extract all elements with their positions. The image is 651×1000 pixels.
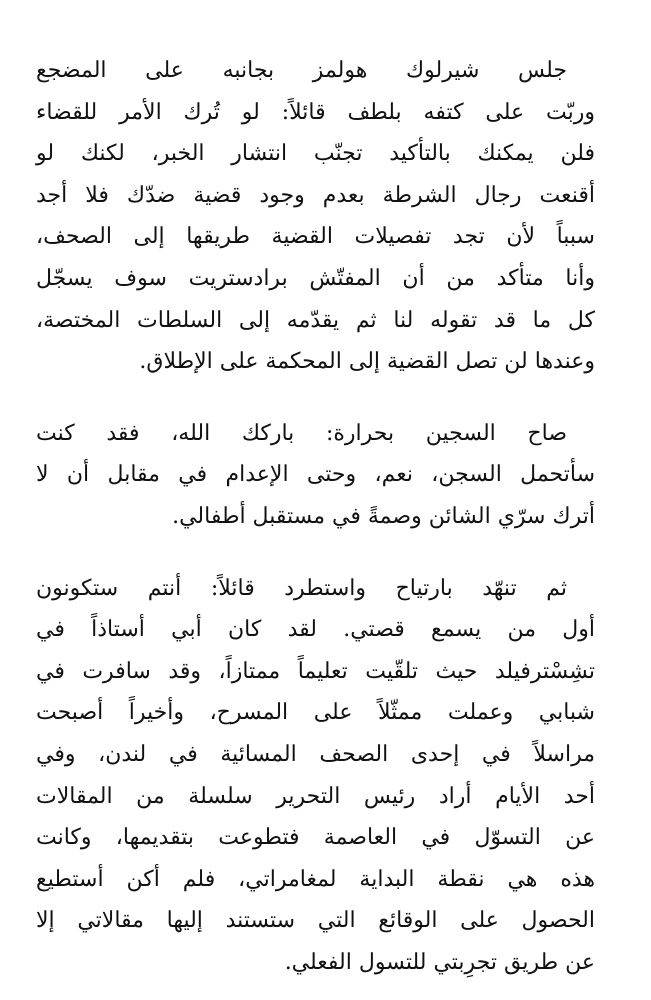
text-line: سبباً لأن تجد تفصيلات القضية طريقها إلى الصحف، (36, 224, 595, 250)
text-line: هذه هي نقطة البداية لمغامراتي، فلم أكن أستطيع (36, 866, 595, 892)
paragraph-3 (36, 568, 595, 984)
text-line: وربّت على كتفه بلطف قائلاً: لو تُرك الأمر للقضاء (36, 99, 595, 125)
text-line: فلن يمكنك بالتأكيد تجنّب انتشار الخبر، لكنك لو (36, 141, 595, 167)
text-line: ثم تنهّد بارتياح واستطرد قائلاً: أنتم ستكونون (36, 575, 567, 601)
text-line: الحصول على الوقائع التي ستستند إليها مقالاتي إلا (36, 908, 595, 934)
text-line: أترك سرّي الشائن وصمةً في مستقبل أطفالي. (172, 503, 595, 529)
text-line: سأتحمل السجن، نعم، وحتى الإعدام في مقابل أن لا (36, 462, 595, 488)
paragraph-spacer (36, 538, 595, 568)
text-line: وأنا متأكد من أن المفتّش برادستريت سوف يسجّل (36, 265, 595, 291)
text-line: كل ما قد تقوله لنا ثم يقدّمه إلى السلطات المختصة، (36, 307, 595, 333)
text-line: صاح السجين بحرارة: باركك الله، فقد كنت (36, 420, 567, 446)
text-line: تشِسْترفيلد حيث تلقّيت تعليماً ممتازاً، وقد سافرت في (36, 658, 595, 684)
paragraph-2 (36, 413, 595, 538)
text-line: أحد الأيام أراد رئيس التحرير سلسلة من المقالات (36, 783, 595, 809)
text-line: مراسلاً في إحدى الصحف المسائية في لندن، وفي (36, 741, 595, 767)
text-line: عن طريق تجرِبتي للتسول الفعلي. (284, 949, 595, 975)
text-line: أقنعت رجال الشرطة بعدم وجود قضية ضدّك فلا أجد (36, 182, 595, 208)
paragraph-1 (36, 50, 595, 383)
text-line: شبابي وعملت ممثّلاً على المسرح، وأخيراً أصبحت (36, 700, 595, 726)
text-line: عن التسوّل في العاصمة فتطوعت بتقديمها، وكانت (36, 825, 595, 851)
text-line: أول من يسمع قصتي. لقد كان أبي أستاذاً في (36, 617, 595, 643)
text-line: وعندها لن تصل القضية إلى المحكمة على الإطلاق. (139, 349, 595, 375)
paragraph-spacer (36, 383, 595, 413)
text-line: جلس شيرلوك هولمز بجانبه على المضجع (36, 58, 567, 83)
